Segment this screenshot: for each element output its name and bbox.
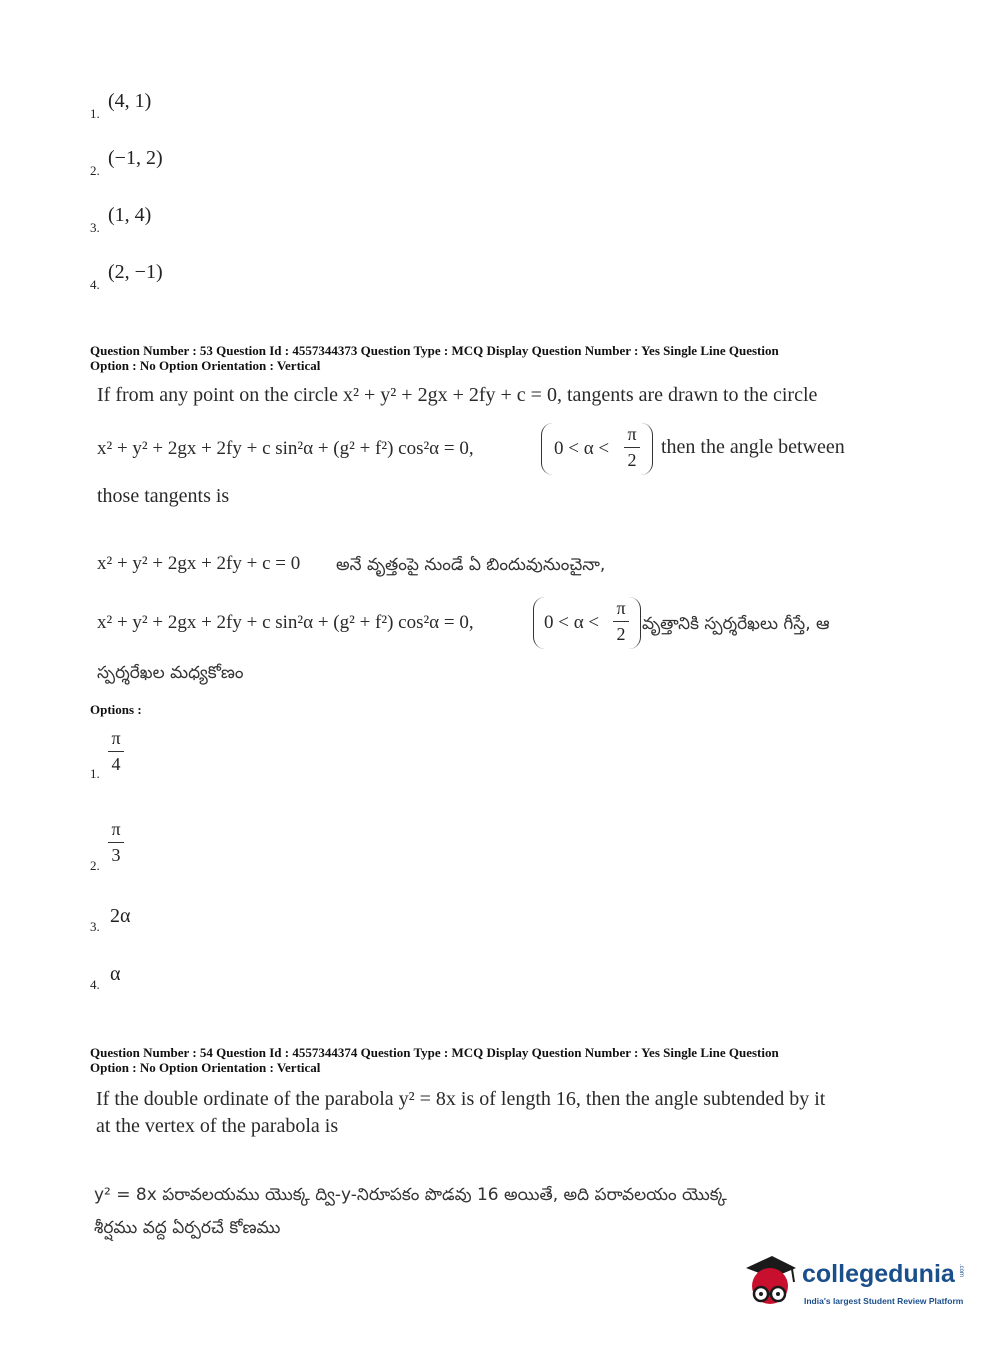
prev-option-value: (4, 1) [108, 90, 152, 112]
fraction-denominator: 4 [111, 754, 121, 774]
fraction-bar [108, 751, 124, 752]
prev-option-number: 3. [90, 220, 100, 235]
fraction-numerator: π [616, 598, 626, 618]
prev-option-value: (−1, 2) [108, 147, 163, 169]
q53-option-number: 2. [90, 858, 100, 873]
q53-english-line2-tail: then the angle between [661, 436, 845, 458]
q53-telugu-condition: 0 < α < [544, 612, 600, 633]
options-label: Options : [90, 702, 142, 717]
prev-option-value: (2, −1) [108, 261, 163, 283]
q53-option-fraction [108, 728, 124, 775]
q53-meta-line1: Question Number : 53 Question Id : 4557344373 Question Type : MCQ Display Question Number : Yes Single Line Question [90, 343, 779, 358]
fraction-denominator: 3 [111, 845, 121, 865]
fraction-numerator: π [111, 819, 121, 839]
prev-option-number: 2. [90, 163, 100, 178]
q54-telugu-line2: శీర్షము వద్ద ఏర్పరచే కోణము [94, 1218, 281, 1238]
q53-telugu-line2-equation: x² + y² + 2gx + 2fy + c sin²α + (g² + f²) cos²α = 0, [97, 612, 474, 633]
brand-suffix: .com [958, 1264, 964, 1278]
q53-option-number: 4. [90, 977, 100, 992]
q53-english-line1: If from any point on the circle x² + y² + 2gx + 2fy + c = 0, tangents are drawn to the circle [97, 384, 818, 406]
q53-telugu-line2-text: వృత్తానికి స్పర్శరేఖలు గీస్తే, ఆ [642, 614, 830, 634]
q53-english-line3: those tangents is [97, 485, 230, 507]
q53-telugu-line1-equation: x² + y² + 2gx + 2fy + c = 0 [97, 553, 301, 574]
fraction-denominator: 2 [616, 624, 626, 644]
prev-option-value: (1, 4) [108, 204, 152, 226]
q53-telugu-condition-fraction [613, 598, 629, 645]
brand-tagline: India's largest Student Review Platform [804, 1296, 964, 1306]
q54-meta-line1: Question Number : 54 Question Id : 4557344374 Question Type : MCQ Display Question Number : Yes Single Line Question [90, 1045, 779, 1060]
q53-option-number: 1. [90, 766, 100, 781]
q54-english-line1: If the double ordinate of the parabola y² = 8x is of length 16, then the angle subtended by it [96, 1088, 826, 1110]
fraction-bar [624, 447, 640, 448]
q53-english-line2-equation: x² + y² + 2gx + 2fy + c sin²α + (g² + f²) cos²α = 0, [97, 438, 474, 459]
q54-meta-line2: Option : No Option Orientation : Vertical [90, 1060, 321, 1075]
prev-option-number: 1. [90, 106, 100, 121]
q53-option-number: 3. [90, 919, 100, 934]
q53-english-condition-fraction [624, 424, 640, 471]
q53-option-value: α [110, 963, 121, 985]
q53-english-condition: 0 < α < [554, 438, 610, 459]
q53-meta [90, 343, 910, 373]
brand-name: collegedunia [802, 1260, 955, 1288]
fraction-numerator: π [111, 728, 121, 748]
q53-option-value: 2α [110, 905, 131, 927]
student-mascot-icon [740, 1250, 798, 1312]
q54-telugu-line1: y² = 8x పరావలయము యొక్క ద్వి-y-నిరూపకం పొడవు 16 అయితే, అది పరావలయం యొక్క [94, 1185, 727, 1205]
fraction-bar [108, 842, 124, 843]
q54-english-line2: at the vertex of the parabola is [96, 1115, 339, 1137]
fraction-denominator: 2 [627, 450, 637, 470]
q53-option-fraction [108, 819, 124, 866]
fraction-bar [613, 621, 629, 622]
prev-option-number: 4. [90, 277, 100, 292]
collegedunia-logo [740, 1250, 970, 1320]
q53-telugu-line1-text: అనే వృత్తంపై నుండే ఏ బిందువునుంచైనా, [336, 555, 606, 575]
q53-telugu-line3: స్పర్శరేఖల మధ్యకోణం [97, 663, 244, 683]
q53-meta-line2: Option : No Option Orientation : Vertical [90, 358, 321, 373]
fraction-numerator: π [627, 424, 637, 444]
q54-meta [90, 1045, 910, 1075]
